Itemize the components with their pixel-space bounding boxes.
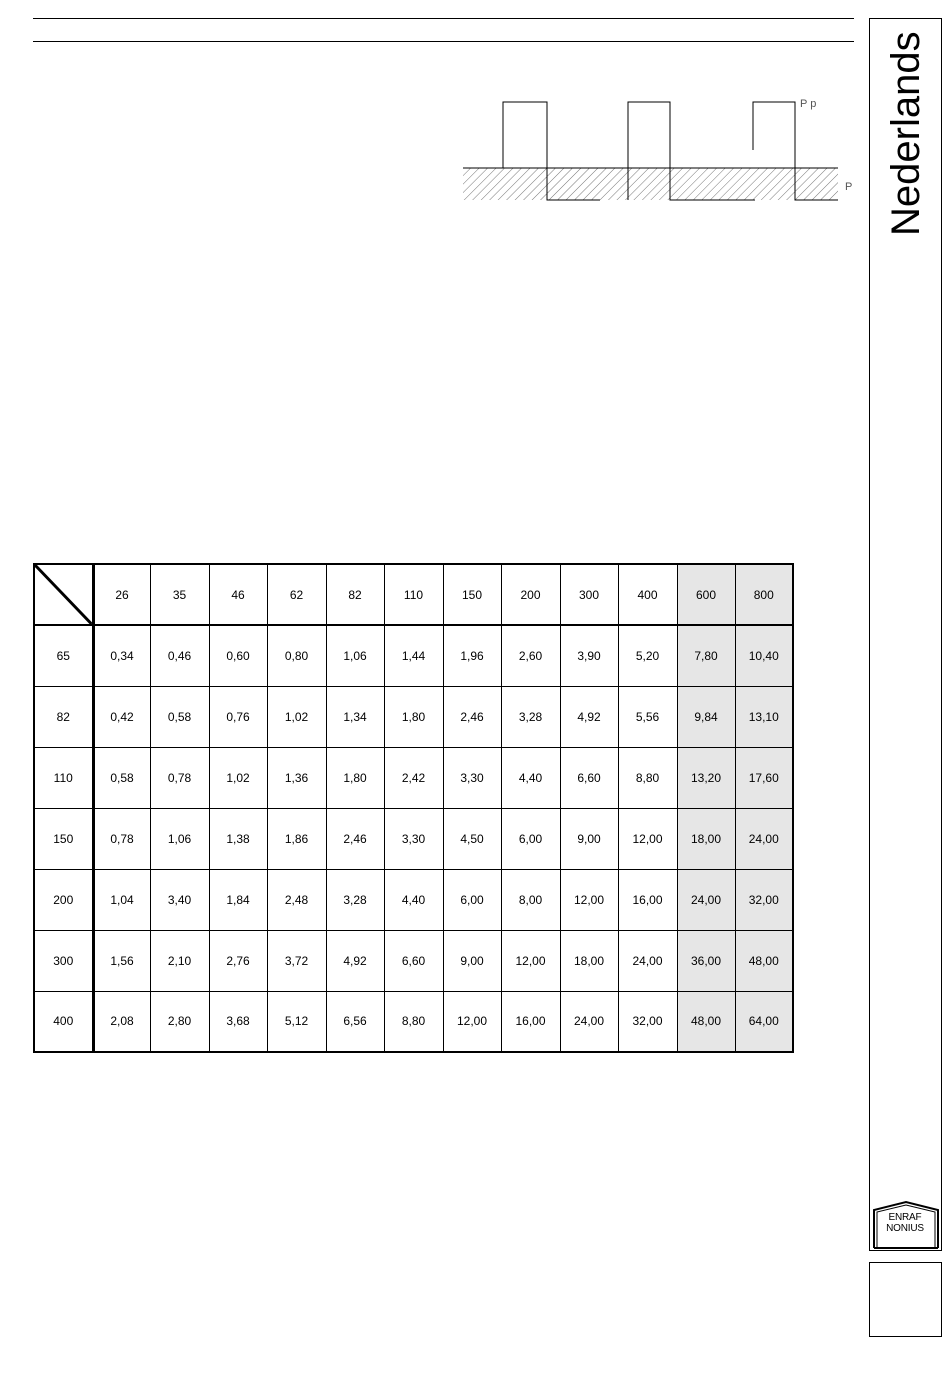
table-cell: 24,00 bbox=[677, 869, 735, 930]
table-cell: 8,80 bbox=[384, 991, 443, 1052]
table-cell: 1,34 bbox=[326, 686, 384, 747]
table-cell: 24,00 bbox=[618, 930, 677, 991]
table-cell: 1,02 bbox=[267, 686, 326, 747]
page-number-box bbox=[869, 1262, 942, 1337]
table-cell: 2,48 bbox=[267, 869, 326, 930]
column-header: 600 bbox=[677, 564, 735, 625]
table-cell: 18,00 bbox=[560, 930, 618, 991]
table-cell: 32,00 bbox=[618, 991, 677, 1052]
table-cell: 24,00 bbox=[560, 991, 618, 1052]
table-cell: 5,56 bbox=[618, 686, 677, 747]
table-cell: 17,60 bbox=[735, 747, 793, 808]
pulse-diagram bbox=[455, 90, 865, 210]
table-cell: 5,20 bbox=[618, 625, 677, 686]
logo-line-1: ENRAF bbox=[888, 1212, 922, 1223]
table-cell: 18,00 bbox=[677, 808, 735, 869]
row-header: 65 bbox=[34, 625, 93, 686]
table-cell: 1,36 bbox=[267, 747, 326, 808]
table-cell: 4,50 bbox=[443, 808, 501, 869]
table-cell: 0,34 bbox=[93, 625, 150, 686]
table-cell: 4,40 bbox=[501, 747, 560, 808]
table-cell: 0,42 bbox=[93, 686, 150, 747]
table-cell: 6,56 bbox=[326, 991, 384, 1052]
table-cell: 16,00 bbox=[501, 991, 560, 1052]
table-cell: 9,00 bbox=[443, 930, 501, 991]
table-cell: 1,80 bbox=[384, 686, 443, 747]
table-cell: 3,28 bbox=[326, 869, 384, 930]
table-cell: 0,78 bbox=[150, 747, 209, 808]
table-cell: 0,46 bbox=[150, 625, 209, 686]
table-cell: 2,60 bbox=[501, 625, 560, 686]
table-corner-cell bbox=[34, 564, 93, 625]
table-cell: 3,28 bbox=[501, 686, 560, 747]
column-header: 110 bbox=[384, 564, 443, 625]
table-cell: 9,84 bbox=[677, 686, 735, 747]
column-header: 62 bbox=[267, 564, 326, 625]
corner-diagonal bbox=[35, 565, 92, 624]
table-row bbox=[34, 930, 793, 991]
table-header-row bbox=[34, 564, 793, 625]
table-cell: 10,40 bbox=[735, 625, 793, 686]
table-row bbox=[34, 808, 793, 869]
table-cell: 0,80 bbox=[267, 625, 326, 686]
table-cell: 4,40 bbox=[384, 869, 443, 930]
baseline-hatch bbox=[463, 168, 838, 200]
table-cell: 1,06 bbox=[150, 808, 209, 869]
row-header: 150 bbox=[34, 808, 93, 869]
table-cell: 7,80 bbox=[677, 625, 735, 686]
logo-line-2: NONIUS bbox=[886, 1223, 924, 1234]
table-cell: 2,76 bbox=[209, 930, 267, 991]
row-header: 82 bbox=[34, 686, 93, 747]
column-header: 800 bbox=[735, 564, 793, 625]
column-header: 46 bbox=[209, 564, 267, 625]
table-cell: 0,60 bbox=[209, 625, 267, 686]
table-cell: 6,60 bbox=[560, 747, 618, 808]
table-cell: 6,00 bbox=[501, 808, 560, 869]
table-cell: 0,58 bbox=[93, 747, 150, 808]
data-table bbox=[33, 563, 794, 1053]
table-cell: 13,20 bbox=[677, 747, 735, 808]
table-cell: 2,80 bbox=[150, 991, 209, 1052]
header-rule-bottom bbox=[33, 41, 854, 42]
column-header: 35 bbox=[150, 564, 209, 625]
table-cell: 1,06 bbox=[326, 625, 384, 686]
table-cell: 3,30 bbox=[384, 808, 443, 869]
table-cell: 64,00 bbox=[735, 991, 793, 1052]
table-cell: 3,90 bbox=[560, 625, 618, 686]
table-cell: 8,80 bbox=[618, 747, 677, 808]
table-row bbox=[34, 991, 793, 1052]
header-rule-top bbox=[33, 18, 854, 19]
column-header: 200 bbox=[501, 564, 560, 625]
table-cell: 12,00 bbox=[618, 808, 677, 869]
table-cell: 1,96 bbox=[443, 625, 501, 686]
table-cell: 1,80 bbox=[326, 747, 384, 808]
table-row bbox=[34, 625, 793, 686]
table-row bbox=[34, 869, 793, 930]
table-cell: 24,00 bbox=[735, 808, 793, 869]
column-header: 150 bbox=[443, 564, 501, 625]
table-cell: 1,44 bbox=[384, 625, 443, 686]
table-cell: 12,00 bbox=[501, 930, 560, 991]
table-row bbox=[34, 747, 793, 808]
table-cell: 48,00 bbox=[677, 991, 735, 1052]
table-cell: 1,86 bbox=[267, 808, 326, 869]
label-pp: P p bbox=[800, 98, 817, 110]
table-cell: 4,92 bbox=[560, 686, 618, 747]
label-p: P bbox=[845, 181, 853, 193]
table-cell: 1,38 bbox=[209, 808, 267, 869]
table-cell: 36,00 bbox=[677, 930, 735, 991]
table-row bbox=[34, 686, 793, 747]
column-header: 300 bbox=[560, 564, 618, 625]
table-cell: 0,78 bbox=[93, 808, 150, 869]
table-cell: 3,68 bbox=[209, 991, 267, 1052]
language-label: Nederlands bbox=[884, 31, 928, 236]
table-cell: 3,40 bbox=[150, 869, 209, 930]
row-header: 400 bbox=[34, 991, 93, 1052]
table-cell: 13,10 bbox=[735, 686, 793, 747]
table-cell: 12,00 bbox=[443, 991, 501, 1052]
logo-text bbox=[875, 1212, 935, 1234]
column-header: 26 bbox=[93, 564, 150, 625]
column-header: 400 bbox=[618, 564, 677, 625]
table-cell: 5,12 bbox=[267, 991, 326, 1052]
table-cell: 2,46 bbox=[326, 808, 384, 869]
table-cell: 9,00 bbox=[560, 808, 618, 869]
row-header: 200 bbox=[34, 869, 93, 930]
table-cell: 12,00 bbox=[560, 869, 618, 930]
table-cell: 6,60 bbox=[384, 930, 443, 991]
row-header: 110 bbox=[34, 747, 93, 808]
table-cell: 1,04 bbox=[93, 869, 150, 930]
table-cell: 1,56 bbox=[93, 930, 150, 991]
table-cell: 2,10 bbox=[150, 930, 209, 991]
table-cell: 6,00 bbox=[443, 869, 501, 930]
table-cell: 0,76 bbox=[209, 686, 267, 747]
column-header: 82 bbox=[326, 564, 384, 625]
table-cell: 1,02 bbox=[209, 747, 267, 808]
table-cell: 4,92 bbox=[326, 930, 384, 991]
table-cell: 8,00 bbox=[501, 869, 560, 930]
table-cell: 1,84 bbox=[209, 869, 267, 930]
row-header: 300 bbox=[34, 930, 93, 991]
table-cell: 3,30 bbox=[443, 747, 501, 808]
table-cell: 32,00 bbox=[735, 869, 793, 930]
table-cell: 2,42 bbox=[384, 747, 443, 808]
table-cell: 48,00 bbox=[735, 930, 793, 991]
table-cell: 2,08 bbox=[93, 991, 150, 1052]
table-cell: 16,00 bbox=[618, 869, 677, 930]
table-cell: 0,58 bbox=[150, 686, 209, 747]
table-cell: 3,72 bbox=[267, 930, 326, 991]
table-cell: 2,46 bbox=[443, 686, 501, 747]
